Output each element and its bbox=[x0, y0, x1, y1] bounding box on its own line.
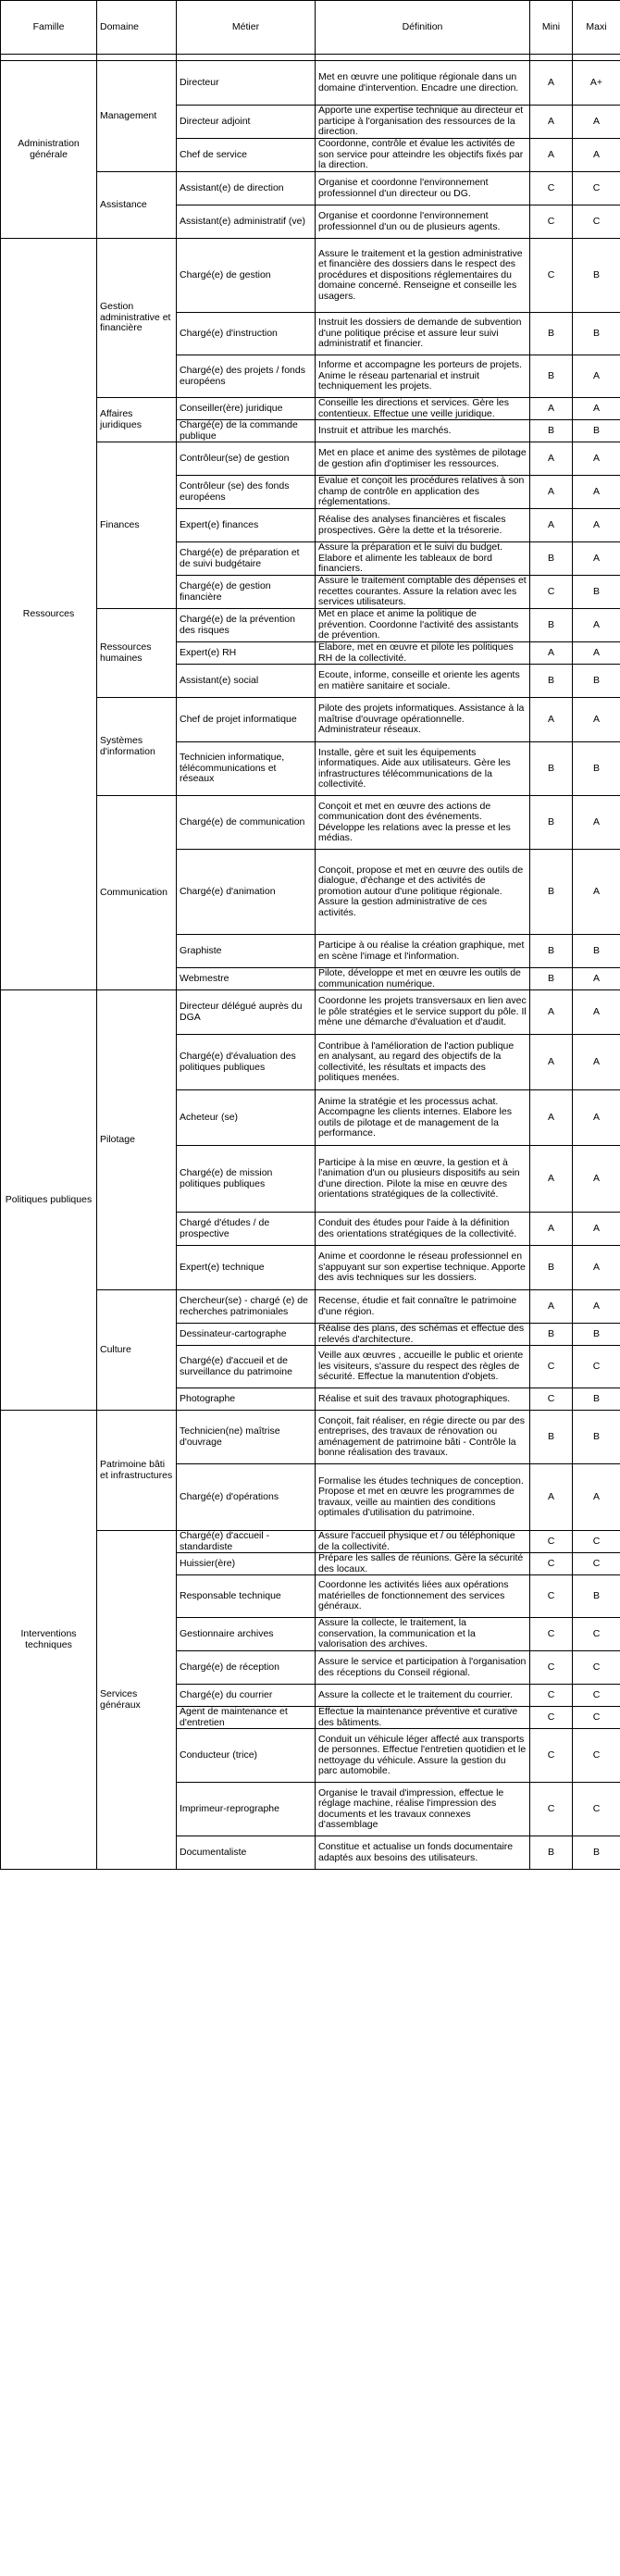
domaine-cell: Communication bbox=[97, 796, 177, 990]
mini-level-cell: B bbox=[530, 542, 573, 576]
maxi-level-cell: C bbox=[573, 1783, 620, 1836]
maxi-level-cell: A bbox=[573, 355, 620, 398]
domaine-cell: Culture bbox=[97, 1290, 177, 1411]
maxi-level-cell: C bbox=[573, 1346, 620, 1388]
definition-cell: Assure la collecte, le traitement, la conservation, la communication et la valorisation des archives. bbox=[316, 1618, 530, 1651]
definition-cell: Pilote, développe et met en œuvre les outils de communication numérique. bbox=[316, 968, 530, 990]
maxi-level-cell: B bbox=[573, 1836, 620, 1870]
mini-level-cell: C bbox=[530, 1346, 573, 1388]
mini-level-cell: B bbox=[530, 1836, 573, 1870]
maxi-level-cell: A bbox=[573, 698, 620, 742]
definition-cell: Prépare les salles de réunions. Gère la sécurité des locaux. bbox=[316, 1553, 530, 1575]
mini-level-cell: C bbox=[530, 1531, 573, 1553]
mini-level-cell: A bbox=[530, 509, 573, 542]
mini-level-cell: B bbox=[530, 313, 573, 355]
mini-level-cell: A bbox=[530, 106, 573, 139]
metier-cell: Directeur délégué auprès du DGA bbox=[177, 990, 316, 1035]
famille-cell: Administration générale bbox=[1, 61, 97, 239]
metier-cell: Agent de maintenance et d'entretien bbox=[177, 1707, 316, 1729]
maxi-level-cell: A bbox=[573, 1035, 620, 1090]
definition-cell: Assure la préparation et le suivi du budget. Elabore et alimente les tableaux de bord financiers. bbox=[316, 542, 530, 576]
mini-level-cell: B bbox=[530, 742, 573, 796]
maxi-level-cell: C bbox=[573, 1685, 620, 1707]
mini-level-cell: C bbox=[530, 1707, 573, 1729]
header-metier: Métier bbox=[177, 1, 316, 55]
domaine-cell: Systèmes d'information bbox=[97, 698, 177, 796]
maxi-level-cell: B bbox=[573, 420, 620, 442]
metier-cell: Chargé(e) de réception bbox=[177, 1651, 316, 1685]
domaine-cell: Assistance bbox=[97, 172, 177, 239]
maxi-level-cell: A bbox=[573, 642, 620, 665]
metier-cell: Technicien informatique, télécommunications et réseaux bbox=[177, 742, 316, 796]
metier-cell: Chargé(e) de gestion bbox=[177, 239, 316, 313]
maxi-level-cell: B bbox=[573, 665, 620, 698]
definition-cell: Coordonne, contrôle et évalue les activités de son service pour atteindre les objectifs fixés par la direction. bbox=[316, 139, 530, 172]
definition-cell: Met en œuvre une politique régionale dans un domaine d'intervention. Encadre une direction. bbox=[316, 61, 530, 106]
maxi-level-cell: B bbox=[573, 576, 620, 609]
definition-cell: Installe, gère et suit les équipements informatiques. Aide aux utilisateurs. Gère les infrastructures télécommunications de la collectivité. bbox=[316, 742, 530, 796]
mini-level-cell: B bbox=[530, 796, 573, 850]
table-body bbox=[1, 55, 620, 1870]
definition-cell: Conseille les directions et services. Gère les contentieux. Effectue une veille juridique. bbox=[316, 398, 530, 420]
definition-cell: Coordonne les projets transversaux en lien avec le pôle stratégies et le service support du pôle. Il mène une démarche d'évaluation et d'audit. bbox=[316, 990, 530, 1035]
mini-level-cell: B bbox=[530, 1246, 573, 1290]
maxi-level-cell: B bbox=[573, 239, 620, 313]
mini-level-cell: C bbox=[530, 205, 573, 239]
metier-cell: Chef de service bbox=[177, 139, 316, 172]
maxi-level-cell: A bbox=[573, 476, 620, 509]
metier-cell: Chercheur(se) - chargé (e) de recherches patrimoniales bbox=[177, 1290, 316, 1324]
maxi-level-cell: A bbox=[573, 139, 620, 172]
mini-level-cell: A bbox=[530, 61, 573, 106]
definition-cell: Participe à la mise en œuvre, la gestion et à l'animation d'un ou plusieurs dispositifs au sein d'une direction. Pilote la mise en œuvre des orientations stratégiques de la collectivité. bbox=[316, 1146, 530, 1213]
mini-level-cell: B bbox=[530, 1411, 573, 1464]
definition-cell: Anime et coordonne le réseau professionnel en s'appuyant sur son expertise technique. Apporte des avis techniques sur les dossiers. bbox=[316, 1246, 530, 1290]
maxi-level-cell: B bbox=[573, 1388, 620, 1411]
definition-cell: Instruit les dossiers de demande de subvention d'une politique précise et assure leur suivi administratif et financier. bbox=[316, 313, 530, 355]
definition-cell: Recense, étudie et fait connaître le patrimoine d'une région. bbox=[316, 1290, 530, 1324]
header-spacer-row bbox=[1, 55, 620, 61]
maxi-level-cell: A bbox=[573, 1290, 620, 1324]
maxi-level-cell: A bbox=[573, 968, 620, 990]
mini-level-cell: A bbox=[530, 1464, 573, 1531]
table-row bbox=[1, 239, 620, 313]
metier-cell: Gestionnaire archives bbox=[177, 1618, 316, 1651]
definition-cell: Effectue la maintenance préventive et curative des bâtiments. bbox=[316, 1707, 530, 1729]
maxi-level-cell: C bbox=[573, 172, 620, 205]
metier-cell: Responsable technique bbox=[177, 1575, 316, 1618]
metier-cell: Chargé(e) d'animation bbox=[177, 850, 316, 935]
header-definition: Définition bbox=[316, 1, 530, 55]
definition-cell: Réalise et suit des travaux photographiques. bbox=[316, 1388, 530, 1411]
metier-cell: Chargé d'études / de prospective bbox=[177, 1213, 316, 1246]
famille-cell: Politiques publiques bbox=[1, 990, 97, 1411]
definition-cell: Evalue et conçoit les procédures relatives à son champ de contrôle en application des réglementations. bbox=[316, 476, 530, 509]
maxi-level-cell: B bbox=[573, 1324, 620, 1346]
metier-cell: Imprimeur-reprographe bbox=[177, 1783, 316, 1836]
domaine-cell: Affaires juridiques bbox=[97, 398, 177, 442]
definition-cell: Ecoute, informe, conseille et oriente les agents en matière sanitaire et sociale. bbox=[316, 665, 530, 698]
mini-level-cell: A bbox=[530, 642, 573, 665]
definition-cell: Formalise les études techniques de conception. Propose et met en œuvre les programmes de travaux, veille au maintien des conditions optimales d'utilisation du patrimoine. bbox=[316, 1464, 530, 1531]
metier-cell: Chargé(e) d'opérations bbox=[177, 1464, 316, 1531]
metier-cell: Chargé(e) du courrier bbox=[177, 1685, 316, 1707]
definition-cell: Organise le travail d'impression, effectue le réglage machine, réalise l'impression des documents et les travaux connexes d'assemblage bbox=[316, 1783, 530, 1836]
metier-cell: Chargé(e) de préparation et de suivi budgétaire bbox=[177, 542, 316, 576]
maxi-level-cell: A bbox=[573, 609, 620, 642]
definition-cell: Contribue à l'amélioration de l'action publique en analysant, au regard des objectifs de la collectivité, les résultats et impacts des politiques menées. bbox=[316, 1035, 530, 1090]
metier-cell: Chargé(e) d'évaluation des politiques publiques bbox=[177, 1035, 316, 1090]
maxi-level-cell: C bbox=[573, 1553, 620, 1575]
mini-level-cell: A bbox=[530, 1090, 573, 1146]
definition-cell: Assure le service et participation à l'organisation des réceptions du Conseil régional. bbox=[316, 1651, 530, 1685]
mini-level-cell: A bbox=[530, 1035, 573, 1090]
header-famille: Famille bbox=[1, 1, 97, 55]
mini-level-cell: C bbox=[530, 1618, 573, 1651]
domaine-cell: Finances bbox=[97, 442, 177, 609]
definition-cell: Apporte une expertise technique au directeur et participe à l'organisation des ressources de la direction. bbox=[316, 106, 530, 139]
mini-level-cell: C bbox=[530, 1575, 573, 1618]
definition-cell: Réalise des analyses financières et fiscales prospectives. Gère la dette et la trésorerie. bbox=[316, 509, 530, 542]
metier-cell: Chargé(e) de communication bbox=[177, 796, 316, 850]
metier-cell: Chargé(e) de la commande publique bbox=[177, 420, 316, 442]
table-row bbox=[1, 1411, 620, 1464]
maxi-level-cell: C bbox=[573, 1531, 620, 1553]
metier-cell: Chargé(e) d'instruction bbox=[177, 313, 316, 355]
domaine-cell: Patrimoine bâti et infrastructures bbox=[97, 1411, 177, 1531]
metier-cell: Contrôleur(se) de gestion bbox=[177, 442, 316, 476]
definition-cell: Réalise des plans, des schémas et effectue des relevés d'architecture. bbox=[316, 1324, 530, 1346]
mini-level-cell: A bbox=[530, 1213, 573, 1246]
maxi-level-cell: B bbox=[573, 935, 620, 968]
definition-cell: Assure le traitement et la gestion administrative et financière des dossiers dans le respect des procédures et dispositions réglementaires du domaine concerné. Renseigne et conseille les usagers. bbox=[316, 239, 530, 313]
maxi-level-cell: A bbox=[573, 990, 620, 1035]
header-domaine: Domaine bbox=[97, 1, 177, 55]
metier-cell: Dessinateur-cartographe bbox=[177, 1324, 316, 1346]
metier-cell: Photographe bbox=[177, 1388, 316, 1411]
mini-level-cell: A bbox=[530, 398, 573, 420]
header-mini: Mini bbox=[530, 1, 573, 55]
metier-cell: Chargé(e) des projets / fonds européens bbox=[177, 355, 316, 398]
domaine-cell: Management bbox=[97, 61, 177, 172]
metier-cell: Conseiller(ère) juridique bbox=[177, 398, 316, 420]
metier-cell: Expert(e) technique bbox=[177, 1246, 316, 1290]
maxi-level-cell: B bbox=[573, 1575, 620, 1618]
definition-cell: Veille aux œuvres , accueille le public et oriente les visiteurs, s'assure du respect des règles de sécurité. Effectue la manutention d'objets. bbox=[316, 1346, 530, 1388]
definition-cell: Organise et coordonne l'environnement professionnel d'un ou de plusieurs agents. bbox=[316, 205, 530, 239]
maxi-level-cell: A bbox=[573, 1090, 620, 1146]
maxi-level-cell: A bbox=[573, 1146, 620, 1213]
mini-level-cell: A bbox=[530, 990, 573, 1035]
mini-level-cell: C bbox=[530, 1651, 573, 1685]
maxi-level-cell: C bbox=[573, 205, 620, 239]
mini-level-cell: B bbox=[530, 850, 573, 935]
metier-cell: Expert(e) RH bbox=[177, 642, 316, 665]
maxi-level-cell: B bbox=[573, 742, 620, 796]
table-row bbox=[1, 61, 620, 106]
maxi-level-cell: A bbox=[573, 1464, 620, 1531]
mini-level-cell: C bbox=[530, 1685, 573, 1707]
maxi-level-cell: B bbox=[573, 313, 620, 355]
mini-level-cell: C bbox=[530, 172, 573, 205]
maxi-level-cell: B bbox=[573, 1411, 620, 1464]
maxi-level-cell: C bbox=[573, 1618, 620, 1651]
mini-level-cell: A bbox=[530, 698, 573, 742]
definition-cell: Conduit des études pour l'aide à la définition des orientations stratégiques de la collectivité. bbox=[316, 1213, 530, 1246]
metier-cell: Chargé(e) d'accueil - standardiste bbox=[177, 1531, 316, 1553]
famille-cell: Interventions techniques bbox=[1, 1411, 97, 1870]
mini-level-cell: B bbox=[530, 968, 573, 990]
maxi-level-cell: A bbox=[573, 850, 620, 935]
famille-cell: Ressources bbox=[1, 239, 97, 990]
mini-level-cell: B bbox=[530, 355, 573, 398]
mini-level-cell: C bbox=[530, 239, 573, 313]
maxi-level-cell: A bbox=[573, 442, 620, 476]
mini-level-cell: A bbox=[530, 139, 573, 172]
definition-cell: Coordonne les activités liées aux opérations matérielles de fonctionnement des services généraux. bbox=[316, 1575, 530, 1618]
definition-cell: Instruit et attribue les marchés. bbox=[316, 420, 530, 442]
metier-cell: Assistant(e) administratif (ve) bbox=[177, 205, 316, 239]
domaine-cell: Services généraux bbox=[97, 1531, 177, 1870]
maxi-level-cell: A bbox=[573, 509, 620, 542]
maxi-level-cell: A bbox=[573, 796, 620, 850]
metier-cell: Technicien(ne) maîtrise d'ouvrage bbox=[177, 1411, 316, 1464]
mini-level-cell: A bbox=[530, 442, 573, 476]
definition-cell: Assure la collecte et le traitement du courrier. bbox=[316, 1685, 530, 1707]
mini-level-cell: B bbox=[530, 665, 573, 698]
metier-cell: Graphiste bbox=[177, 935, 316, 968]
definition-cell: Conçoit, fait réaliser, en régie directe ou par des entreprises, des travaux de rénovation ou aménagement de patrimoine bâti - Contrôle la bonne réalisation des travaux. bbox=[316, 1411, 530, 1464]
maxi-level-cell: A+ bbox=[573, 61, 620, 106]
maxi-level-cell: A bbox=[573, 542, 620, 576]
mini-level-cell: B bbox=[530, 1324, 573, 1346]
metier-cell: Assistant(e) de direction bbox=[177, 172, 316, 205]
metier-cell: Acheteur (se) bbox=[177, 1090, 316, 1146]
domaine-cell: Gestion administrative et financière bbox=[97, 239, 177, 398]
definition-cell: Met en place et anime la politique de prévention. Coordonne l'activité des assistants de prévention. bbox=[316, 609, 530, 642]
table-row bbox=[1, 990, 620, 1035]
definition-cell: Assure l'accueil physique et / ou téléphonique de la collectivité. bbox=[316, 1531, 530, 1553]
definition-cell: Conçoit et met en œuvre des actions de communication dont des événements. Développe les relations avec la presse et les médias. bbox=[316, 796, 530, 850]
mini-level-cell: B bbox=[530, 935, 573, 968]
metier-cell: Chargé(e) de la prévention des risques bbox=[177, 609, 316, 642]
header-maxi: Maxi bbox=[573, 1, 620, 55]
metier-cell: Assistant(e) social bbox=[177, 665, 316, 698]
mini-level-cell: A bbox=[530, 1146, 573, 1213]
metier-cell: Huissier(ère) bbox=[177, 1553, 316, 1575]
definition-cell: Organise et coordonne l'environnement professionnel d'un directeur ou DG. bbox=[316, 172, 530, 205]
maxi-level-cell: A bbox=[573, 1213, 620, 1246]
metier-cell: Expert(e) finances bbox=[177, 509, 316, 542]
definition-cell: Assure le traitement comptable des dépenses et recettes courantes. Assure la relation avec les services utilisateurs. bbox=[316, 576, 530, 609]
metier-cell: Chargé(e) de gestion financière bbox=[177, 576, 316, 609]
metier-cell: Chef de projet informatique bbox=[177, 698, 316, 742]
definition-cell: Met en place et anime des systèmes de pilotage de gestion afin d'optimiser les ressources. bbox=[316, 442, 530, 476]
definition-cell: Elabore, met en œuvre et pilote les politiques RH de la collectivité. bbox=[316, 642, 530, 665]
metier-cell: Chargé(e) d'accueil et de surveillance du patrimoine bbox=[177, 1346, 316, 1388]
mini-level-cell: C bbox=[530, 1783, 573, 1836]
definition-cell: Conduit un véhicule léger affecté aux transports de personnes. Effectue l'entretien quotidien et le nettoyage du véhicule. Assure la gestion du parc automobile. bbox=[316, 1729, 530, 1783]
definition-cell: Constitue et actualise un fonds documentaire adaptés aux besoins des utilisateurs. bbox=[316, 1836, 530, 1870]
mini-level-cell: B bbox=[530, 609, 573, 642]
metier-cell: Conducteur (trice) bbox=[177, 1729, 316, 1783]
domaine-cell: Ressources humaines bbox=[97, 609, 177, 698]
maxi-level-cell: C bbox=[573, 1707, 620, 1729]
mini-level-cell: C bbox=[530, 1729, 573, 1783]
maxi-level-cell: C bbox=[573, 1729, 620, 1783]
table-header bbox=[1, 1, 620, 55]
metier-cell: Chargé(e) de mission politiques publiques bbox=[177, 1146, 316, 1213]
maxi-level-cell: A bbox=[573, 1246, 620, 1290]
mini-level-cell: C bbox=[530, 576, 573, 609]
maxi-level-cell: A bbox=[573, 398, 620, 420]
metier-cell: Directeur bbox=[177, 61, 316, 106]
maxi-level-cell: A bbox=[573, 106, 620, 139]
mini-level-cell: A bbox=[530, 1290, 573, 1324]
definition-cell: Pilote des projets informatiques. Assistance à la maîtrise d'ouvrage opérationnelle. Administrateur réseaux. bbox=[316, 698, 530, 742]
metier-cell: Contrôleur (se) des fonds européens bbox=[177, 476, 316, 509]
mini-level-cell: C bbox=[530, 1388, 573, 1411]
definition-cell: Informe et accompagne les porteurs de projets. Anime le réseau partenarial et instruit techniquement les projets. bbox=[316, 355, 530, 398]
definition-cell: Anime la stratégie et les processus achat. Accompagne les clients internes. Elabore les outils de pilotage et de management de la performance. bbox=[316, 1090, 530, 1146]
maxi-level-cell: C bbox=[573, 1651, 620, 1685]
mini-level-cell: C bbox=[530, 1553, 573, 1575]
definition-cell: Conçoit, propose et met en œuvre des outils de dialogue, d'échange et des activités de promotion autour d'une politique régionale. Assure la gestion administrative de ces activités. bbox=[316, 850, 530, 935]
metier-cell: Directeur adjoint bbox=[177, 106, 316, 139]
mini-level-cell: B bbox=[530, 420, 573, 442]
metier-cell: Documentaliste bbox=[177, 1836, 316, 1870]
definition-cell: Participe à ou réalise la création graphique, met en scène l'image et l'information. bbox=[316, 935, 530, 968]
mini-level-cell: A bbox=[530, 476, 573, 509]
metier-cell: Webmestre bbox=[177, 968, 316, 990]
domaine-cell: Pilotage bbox=[97, 990, 177, 1290]
